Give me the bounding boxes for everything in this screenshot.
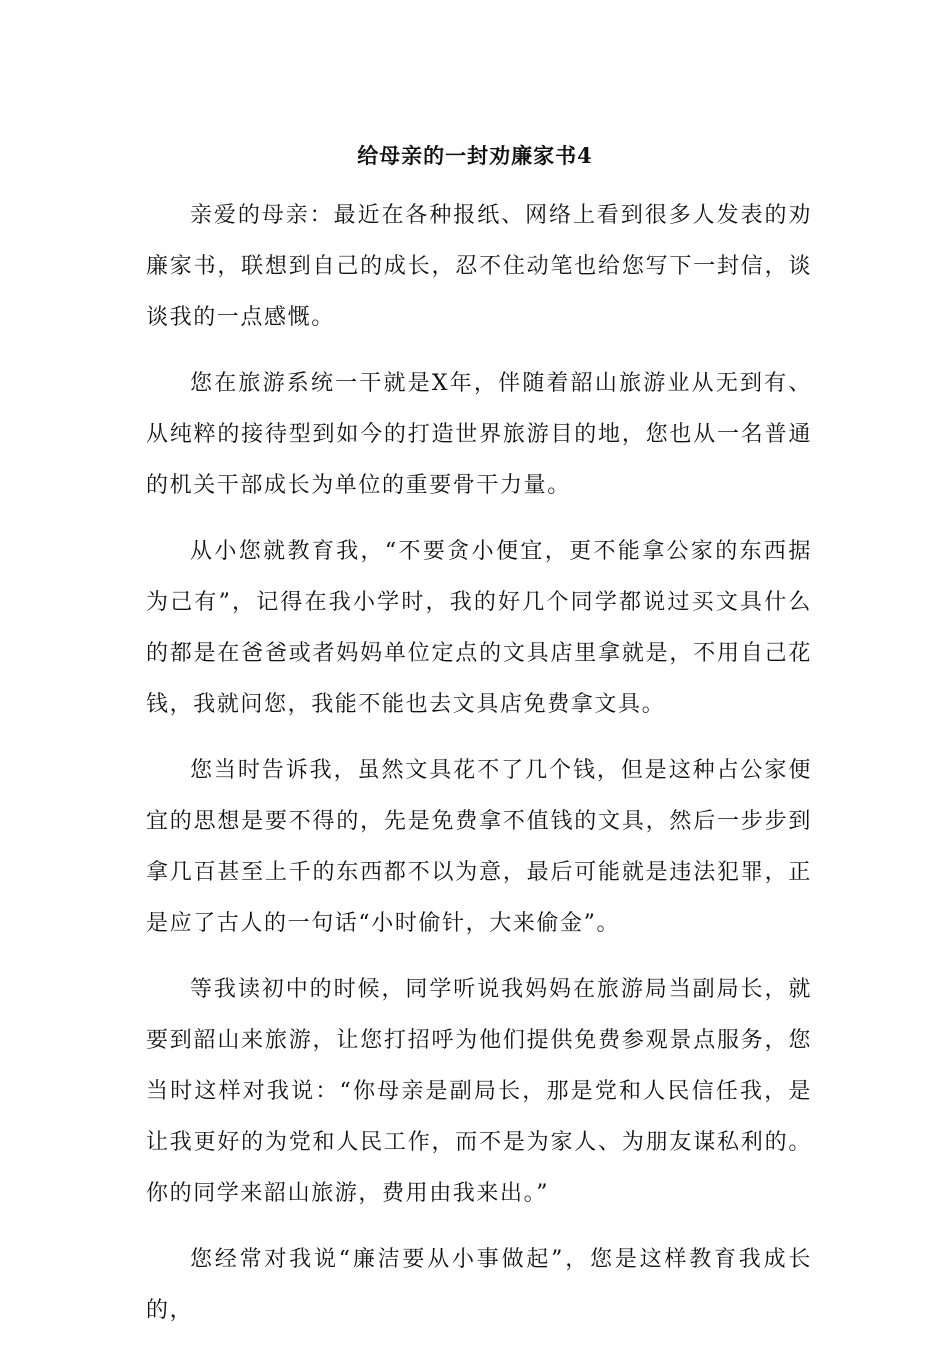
paragraph: 您在旅游系统一干就是X年，伴随着韶山旅游业从无到有、从纯粹的接待型到如今的打造世界旅游目的地，您也从一名普通的机关干部成长为单位的重要骨干力量。 [146, 371, 812, 498]
paragraph: 等我读初中的时候，同学听说我妈妈在旅游局当副局长，就要到韶山来旅游，让您打招呼为他们提供免费参观景点服务，您当时这样对我说：“你母亲是副局长，那是党和人民信任我，是让我更好的为党和人民工作，而不是为家人、为朋友谋私利的。你的同学来韶山旅游，费用由我来出。” [146, 977, 812, 1206]
document-body [146, 190, 812, 1351]
document-title: 给母亲的一封劝廉家书4 [357, 143, 593, 168]
paragraph: 从小您就教育我，“不要贪小便宜，更不能拿公家的东西据为己有”，记得在我小学时，我的好几个同学都说过买文具什么的都是在爸爸或者妈妈单位定点的文具店里拿就是，不用自己花钱，我就问您，我能不能也去文具店免费拿文具。 [146, 539, 812, 717]
paragraph: 您当时告诉我，虽然文具花不了几个钱，但是这种占公家便宜的思想是要不得的，先是免费拿不值钱的文具，然后一步步到拿几百甚至上千的东西都不以为意，最后可能就是违法犯罪，正是应了古人的一句话“小时偷针，大来偷金”。 [146, 758, 812, 936]
paragraph: 您经常对我说“廉洁要从小事做起”，您是这样教育我成长的， [146, 1247, 812, 1323]
paragraph: 亲爱的母亲：最近在各种报纸、网络上看到很多人发表的劝廉家书，联想到自己的成长，忍不住动笔也给您写下一封信，谈谈我的一点感慨。 [146, 203, 812, 330]
